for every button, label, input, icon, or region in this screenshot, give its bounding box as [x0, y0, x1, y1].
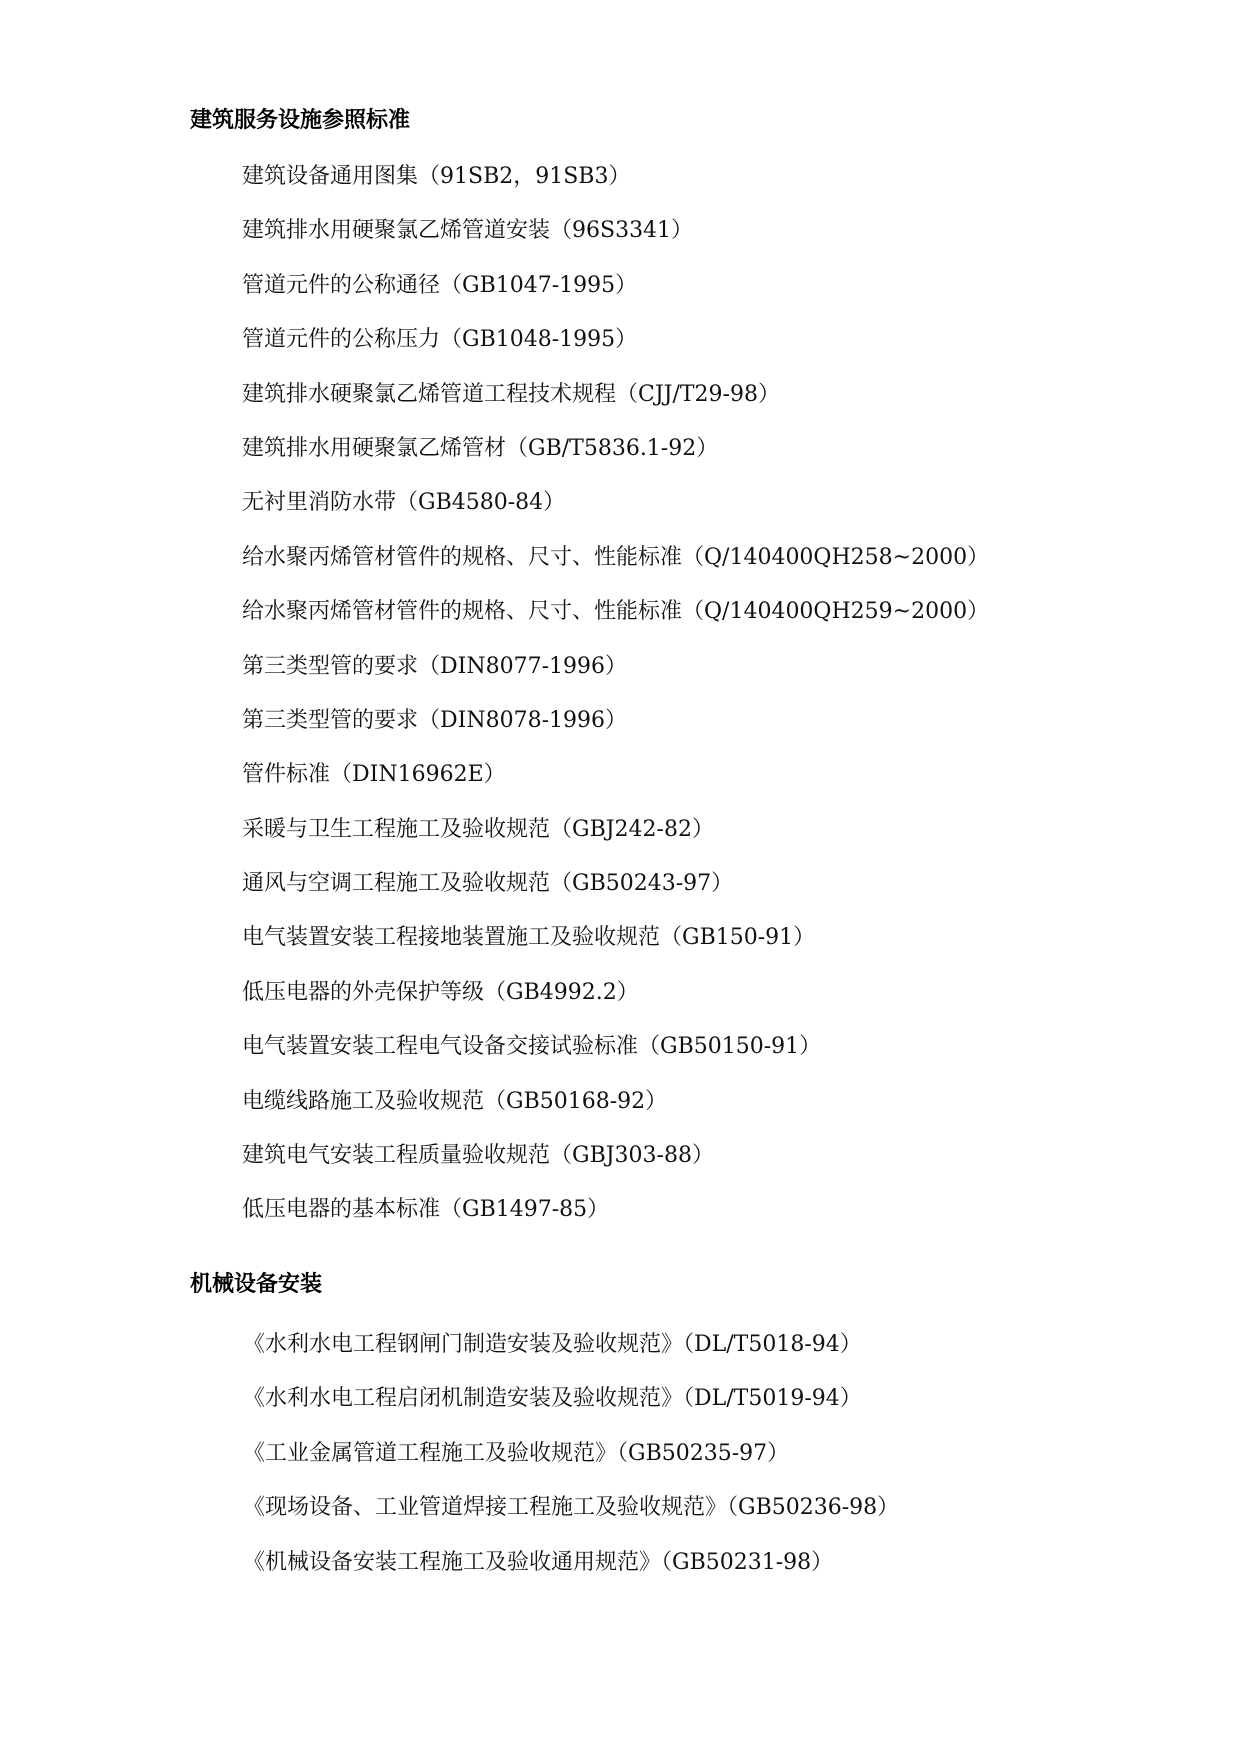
- list-item: 第三类型管的要求（DIN8078-1996）: [242, 707, 627, 733]
- list-item: 无衬里消防水带（GB4580-84）: [242, 490, 566, 516]
- list-item: 管道元件的公称通径（GB1047-1995）: [242, 272, 638, 298]
- list-item: 给水聚丙烯管材管件的规格、尺寸、性能标准（Q/140400QH259~2000）: [242, 599, 990, 625]
- list-item: 电气装置安装工程接地装置施工及验收规范（GB150-91）: [242, 925, 816, 951]
- section-building-services: [0, 100, 1241, 1250]
- section-heading: 机械设备安装: [190, 1272, 323, 1297]
- list-item: 通风与空调工程施工及验收规范（GB50243-97）: [242, 871, 734, 897]
- list-item: 采暖与卫生工程施工及验收规范（GBJ242-82）: [242, 816, 714, 842]
- list-item: 给水聚丙烯管材管件的规格、尺寸、性能标准（Q/140400QH258~2000）: [242, 544, 990, 570]
- list-item: 《水利水电工程启闭机制造安装及验收规范》（DL/T5019-94）: [243, 1386, 862, 1412]
- list-item: 低压电器的外壳保护等级（GB4992.2）: [242, 979, 639, 1005]
- list-item: 建筑排水硬聚氯乙烯管道工程技术规程（CJJ/T29-98）: [242, 381, 780, 407]
- list-item: 建筑设备通用图集（91SB2，91SB3）: [242, 164, 631, 189]
- list-item: 建筑排水用硬聚氯乙烯管道安装（96S3341）: [242, 218, 694, 244]
- list-item: 低压电器的基本标准（GB1497-85）: [242, 1197, 610, 1223]
- list-item: 管件标准（DIN16962E）: [242, 762, 506, 788]
- list-item: 《现场设备、工业管道焊接工程施工及验收规范》（GB50236-98）: [243, 1495, 900, 1521]
- section-heading: 建筑服务设施参照标准: [190, 108, 411, 133]
- section-mechanical-installation: [0, 1264, 1241, 1602]
- list-item: 第三类型管的要求（DIN8077-1996）: [242, 653, 627, 679]
- list-item: 管道元件的公称压力（GB1048-1995）: [242, 327, 638, 353]
- list-item: 电气装置安装工程电气设备交接试验标准（GB50150-91）: [242, 1034, 822, 1060]
- list-item: 《水利水电工程钢闸门制造安装及验收规范》（DL/T5018-94）: [243, 1332, 862, 1357]
- standards-list: [0, 1330, 1241, 1602]
- standards-list: [0, 162, 1241, 1250]
- list-item: 建筑排水用硬聚氯乙烯管材（GB/T5836.1-92）: [242, 435, 719, 461]
- list-item: 《工业金属管道工程施工及验收规范》（GB50235-97）: [243, 1440, 790, 1466]
- list-item: 《机械设备安装工程施工及验收通用规范》（GB50231-98）: [243, 1549, 834, 1575]
- list-item: 建筑电气安装工程质量验收规范（GBJ303-88）: [242, 1143, 714, 1169]
- list-item: 电缆线路施工及验收规范（GB50168-92）: [242, 1088, 668, 1114]
